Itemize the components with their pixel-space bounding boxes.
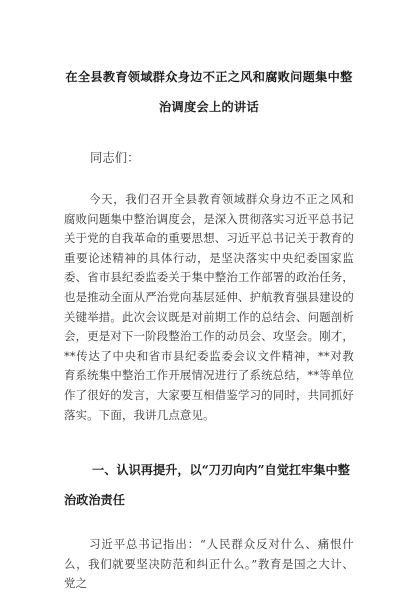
- salutation: 同志们：: [90, 150, 140, 165]
- document-title: 在全县教育领域群众身边不正之风和腐败问题集中整治调度会上的讲话: [65, 70, 353, 114]
- body-paragraph-2: 习近平总书记指出：“人民群众反对什么、痛恨什么，我们就要坚决防范和纠正什么。”教育是国之大计、党之: [64, 537, 354, 591]
- section-heading-1: 一、认识再提升，以“刀刃向内”自觉扛牢集中整治政治责任: [64, 463, 350, 508]
- body-paragraph-1: 今天，我们召开全县教育领域群众身边不正之风和腐败问题集中整治调度会，是深入贯彻落实习近平总书记关于党的自我革命的重要思想、习近平总书记关于教育的重要论述精神的具体行动，是坚决落实中央纪委国家监委、省市县纪委监委关于集中整治工作部署的政治任务，也是推动全面从严治党向基层延伸、护航教育强县建设的关键举措。此次会议既是对前期工作的总结会、问题剖析会，更是对下一阶段整治工作的动员会、攻坚会。刚才，**传达了中央和省市县纪委监委会议文件精神，**对教育系统集中整治工作开展情况进行了系统总结，**等单位作了很好的发言，大家要互相借鉴学习的同时，共同抓好落实。下面，我讲几点意见。: [64, 192, 354, 422]
